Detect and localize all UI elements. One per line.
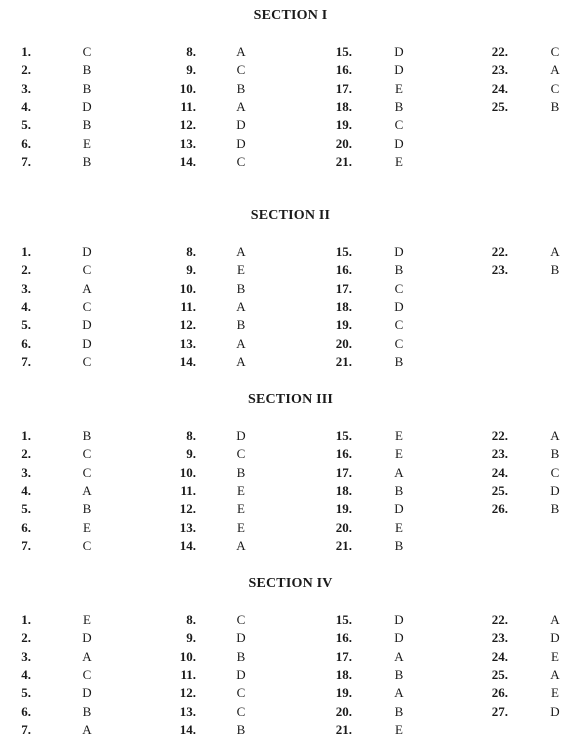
answer-letter: D — [82, 685, 92, 701]
answer-letter: B — [394, 98, 404, 114]
question-number: 14. — [179, 353, 196, 369]
question-number: 2. — [21, 446, 31, 462]
answer-row — [0, 722, 581, 740]
question-number: 12. — [179, 685, 196, 701]
answer-letter: E — [395, 428, 403, 443]
question-number: 13. — [179, 703, 196, 719]
question-number: 18. — [335, 482, 352, 498]
answer-letter: C — [394, 117, 404, 133]
question-number: 12. — [179, 117, 196, 133]
answer-letter: C — [82, 464, 92, 480]
question-number: 9. — [186, 630, 196, 646]
answer-letter: D — [82, 98, 92, 114]
answer-letter: C — [550, 464, 560, 480]
question-number: 11. — [180, 482, 196, 498]
answer-letter: B — [82, 62, 92, 78]
answer-letter: A — [236, 44, 246, 59]
answer-letter: A — [394, 648, 404, 664]
question-number: 5. — [21, 501, 31, 517]
answer-row — [0, 44, 581, 62]
question-number: 17. — [335, 280, 352, 296]
question-number: 26. — [491, 501, 508, 517]
answer-letter: A — [550, 666, 560, 682]
answer-letter: C — [82, 537, 92, 553]
section-title: SECTION II — [250, 208, 331, 223]
question-number: 20. — [335, 335, 352, 351]
question-number: 15. — [335, 612, 352, 627]
answer-letter: D — [394, 44, 404, 59]
answer-letter: B — [550, 501, 560, 517]
answer-letter: E — [395, 721, 403, 737]
answer-letter: A — [82, 721, 92, 737]
section-title: SECTION III — [247, 392, 334, 407]
answer-letter: D — [82, 630, 92, 646]
question-number: 3. — [21, 648, 31, 664]
answer-letter: B — [236, 721, 246, 737]
answer-letter: D — [82, 244, 92, 259]
question-number: 2. — [21, 62, 31, 78]
answer-letter: B — [82, 153, 92, 169]
question-number: 21. — [335, 537, 352, 553]
answer-letter: D — [236, 630, 246, 646]
answer-letter: A — [236, 244, 246, 259]
question-number: 17. — [335, 80, 352, 96]
answer-letter: E — [237, 262, 245, 278]
question-number: 9. — [186, 446, 196, 462]
answer-row — [0, 501, 581, 519]
answer-letter: D — [394, 630, 404, 646]
question-number: 14. — [179, 537, 196, 553]
question-number: 11. — [180, 298, 196, 314]
answer-letter: B — [550, 98, 560, 114]
question-number: 8. — [186, 612, 196, 627]
answer-letter: C — [550, 44, 560, 59]
question-number: 22. — [491, 244, 508, 259]
answer-row — [0, 630, 581, 648]
answer-letter: B — [394, 353, 404, 369]
question-number: 7. — [21, 721, 31, 737]
question-number: 4. — [21, 482, 31, 498]
question-number: 1. — [21, 428, 31, 443]
answer-row — [0, 299, 581, 317]
question-number: 14. — [179, 153, 196, 169]
question-number: 13. — [179, 335, 196, 351]
question-number: 9. — [186, 62, 196, 78]
answer-row — [0, 154, 581, 172]
answer-letter: D — [82, 317, 92, 333]
answer-letter: C — [82, 446, 92, 462]
answer-letter: D — [82, 335, 92, 351]
answer-letter: A — [82, 482, 92, 498]
answer-letter: C — [82, 353, 92, 369]
question-number: 25. — [491, 98, 508, 114]
question-number: 19. — [335, 317, 352, 333]
answer-letter: A — [236, 98, 246, 114]
answer-letter: D — [550, 630, 560, 646]
answer-row — [0, 428, 581, 446]
question-number: 20. — [335, 703, 352, 719]
question-number: 12. — [179, 317, 196, 333]
answer-row — [0, 281, 581, 299]
question-number: 7. — [21, 537, 31, 553]
answer-letter: A — [394, 685, 404, 701]
answer-letter: B — [82, 117, 92, 133]
answer-row — [0, 117, 581, 135]
question-number: 23. — [491, 62, 508, 78]
question-number: 22. — [491, 44, 508, 59]
answer-row — [0, 136, 581, 154]
answer-letter: C — [236, 685, 246, 701]
question-number: 3. — [21, 464, 31, 480]
answer-letter: B — [550, 262, 560, 278]
answer-letter: B — [82, 703, 92, 719]
answer-row — [0, 317, 581, 335]
question-number: 20. — [335, 135, 352, 151]
answer-letter: A — [550, 244, 560, 259]
answer-row — [0, 520, 581, 538]
answer-letter: A — [236, 353, 246, 369]
question-number: 11. — [180, 98, 196, 114]
question-number: 21. — [335, 721, 352, 737]
question-number: 18. — [335, 666, 352, 682]
answer-letter: D — [236, 666, 246, 682]
question-number: 23. — [491, 262, 508, 278]
question-number: 10. — [179, 648, 196, 664]
answer-row — [0, 81, 581, 99]
answer-row — [0, 465, 581, 483]
question-number: 8. — [186, 44, 196, 59]
answer-letter: D — [550, 482, 560, 498]
answer-letter: E — [237, 482, 245, 498]
question-number: 7. — [21, 153, 31, 169]
answer-letter: E — [395, 519, 403, 535]
question-number: 2. — [21, 262, 31, 278]
question-number: 19. — [335, 117, 352, 133]
question-number: 22. — [491, 428, 508, 443]
answer-letter: C — [82, 298, 92, 314]
question-number: 19. — [335, 501, 352, 517]
question-number: 6. — [21, 135, 31, 151]
answer-row — [0, 483, 581, 501]
answer-letter: B — [236, 648, 246, 664]
answer-row — [0, 446, 581, 464]
question-number: 24. — [491, 80, 508, 96]
question-number: 5. — [21, 685, 31, 701]
answer-letter: C — [236, 612, 246, 627]
answer-row — [0, 538, 581, 556]
question-number: 16. — [335, 630, 352, 646]
question-number: 25. — [491, 482, 508, 498]
question-number: 24. — [491, 464, 508, 480]
answer-letter: E — [551, 648, 559, 664]
question-number: 18. — [335, 298, 352, 314]
question-number: 18. — [335, 98, 352, 114]
question-number: 14. — [179, 721, 196, 737]
question-number: 5. — [21, 317, 31, 333]
answer-letter: B — [82, 428, 92, 443]
question-number: 25. — [491, 666, 508, 682]
question-number: 23. — [491, 446, 508, 462]
question-number: 16. — [335, 446, 352, 462]
question-number: 8. — [186, 428, 196, 443]
answer-row — [0, 244, 581, 262]
answer-row — [0, 354, 581, 372]
answer-letter: B — [236, 317, 246, 333]
question-number: 5. — [21, 117, 31, 133]
question-number: 15. — [335, 428, 352, 443]
answer-letter: E — [83, 612, 91, 627]
question-number: 8. — [186, 244, 196, 259]
question-number: 11. — [180, 666, 196, 682]
answer-letter: E — [395, 446, 403, 462]
answer-letter: C — [550, 80, 560, 96]
answer-letter: B — [236, 80, 246, 96]
answer-letter: E — [83, 519, 91, 535]
answer-letter: D — [394, 298, 404, 314]
answer-letter: E — [551, 685, 559, 701]
answer-letter: B — [394, 482, 404, 498]
answer-letter: D — [236, 135, 246, 151]
answer-letter: D — [394, 135, 404, 151]
question-number: 21. — [335, 153, 352, 169]
question-number: 10. — [179, 464, 196, 480]
question-number: 3. — [21, 80, 31, 96]
question-number: 15. — [335, 44, 352, 59]
question-number: 6. — [21, 703, 31, 719]
answer-row — [0, 62, 581, 80]
answer-letter: D — [394, 501, 404, 517]
answer-letter: B — [82, 501, 92, 517]
answer-letter: C — [394, 317, 404, 333]
answer-letter: E — [83, 135, 91, 151]
answer-letter: C — [236, 62, 246, 78]
answer-letter: A — [82, 648, 92, 664]
answer-letter: B — [394, 666, 404, 682]
answer-letter: B — [236, 464, 246, 480]
answer-letter: E — [395, 153, 403, 169]
question-number: 1. — [21, 612, 31, 627]
answer-letter: C — [236, 153, 246, 169]
answer-letter: D — [550, 703, 560, 719]
answer-row — [0, 649, 581, 667]
answer-letter: A — [82, 280, 92, 296]
question-number: 21. — [335, 353, 352, 369]
question-number: 24. — [491, 648, 508, 664]
question-number: 22. — [491, 612, 508, 627]
answer-letter: A — [394, 464, 404, 480]
answer-letter: A — [236, 298, 246, 314]
question-number: 15. — [335, 244, 352, 259]
question-number: 23. — [491, 630, 508, 646]
answer-row — [0, 99, 581, 117]
question-number: 7. — [21, 353, 31, 369]
question-number: 4. — [21, 98, 31, 114]
answer-letter: C — [82, 666, 92, 682]
question-number: 13. — [179, 135, 196, 151]
answer-letter: D — [236, 428, 246, 443]
answer-letter: B — [394, 703, 404, 719]
answer-letter: B — [394, 262, 404, 278]
answer-letter: B — [236, 280, 246, 296]
question-number: 9. — [186, 262, 196, 278]
answer-letter: A — [550, 62, 560, 78]
answer-letter: C — [82, 44, 92, 59]
question-number: 10. — [179, 80, 196, 96]
question-number: 26. — [491, 685, 508, 701]
answer-letter: D — [394, 62, 404, 78]
answer-letter: E — [395, 80, 403, 96]
answer-letter: E — [237, 501, 245, 517]
answer-letter: B — [550, 446, 560, 462]
answer-row — [0, 612, 581, 630]
answer-row — [0, 262, 581, 280]
answer-letter: D — [236, 117, 246, 133]
answer-row — [0, 685, 581, 703]
answer-row — [0, 667, 581, 685]
answer-letter: A — [236, 335, 246, 351]
question-number: 4. — [21, 298, 31, 314]
question-number: 16. — [335, 62, 352, 78]
answer-letter: B — [82, 80, 92, 96]
question-number: 17. — [335, 464, 352, 480]
question-number: 16. — [335, 262, 352, 278]
section-title: SECTION IV — [248, 576, 333, 591]
question-number: 13. — [179, 519, 196, 535]
question-number: 3. — [21, 280, 31, 296]
question-number: 2. — [21, 630, 31, 646]
question-number: 10. — [179, 280, 196, 296]
question-number: 1. — [21, 44, 31, 59]
answer-letter: C — [394, 335, 404, 351]
question-number: 20. — [335, 519, 352, 535]
question-number: 4. — [21, 666, 31, 682]
answer-letter: A — [550, 612, 560, 627]
question-number: 17. — [335, 648, 352, 664]
answer-letter: C — [394, 280, 404, 296]
answer-letter: A — [550, 428, 560, 443]
answer-letter: E — [237, 519, 245, 535]
question-number: 19. — [335, 685, 352, 701]
answer-letter: C — [236, 703, 246, 719]
section-title: SECTION I — [253, 8, 328, 23]
answer-letter: C — [236, 446, 246, 462]
answer-letter: C — [82, 262, 92, 278]
answer-letter: D — [394, 244, 404, 259]
answer-letter: A — [236, 537, 246, 553]
answer-letter: D — [394, 612, 404, 627]
answer-row — [0, 704, 581, 722]
answer-row — [0, 336, 581, 354]
question-number: 12. — [179, 501, 196, 517]
question-number: 6. — [21, 519, 31, 535]
answer-letter: B — [394, 537, 404, 553]
question-number: 27. — [491, 703, 508, 719]
question-number: 1. — [21, 244, 31, 259]
question-number: 6. — [21, 335, 31, 351]
